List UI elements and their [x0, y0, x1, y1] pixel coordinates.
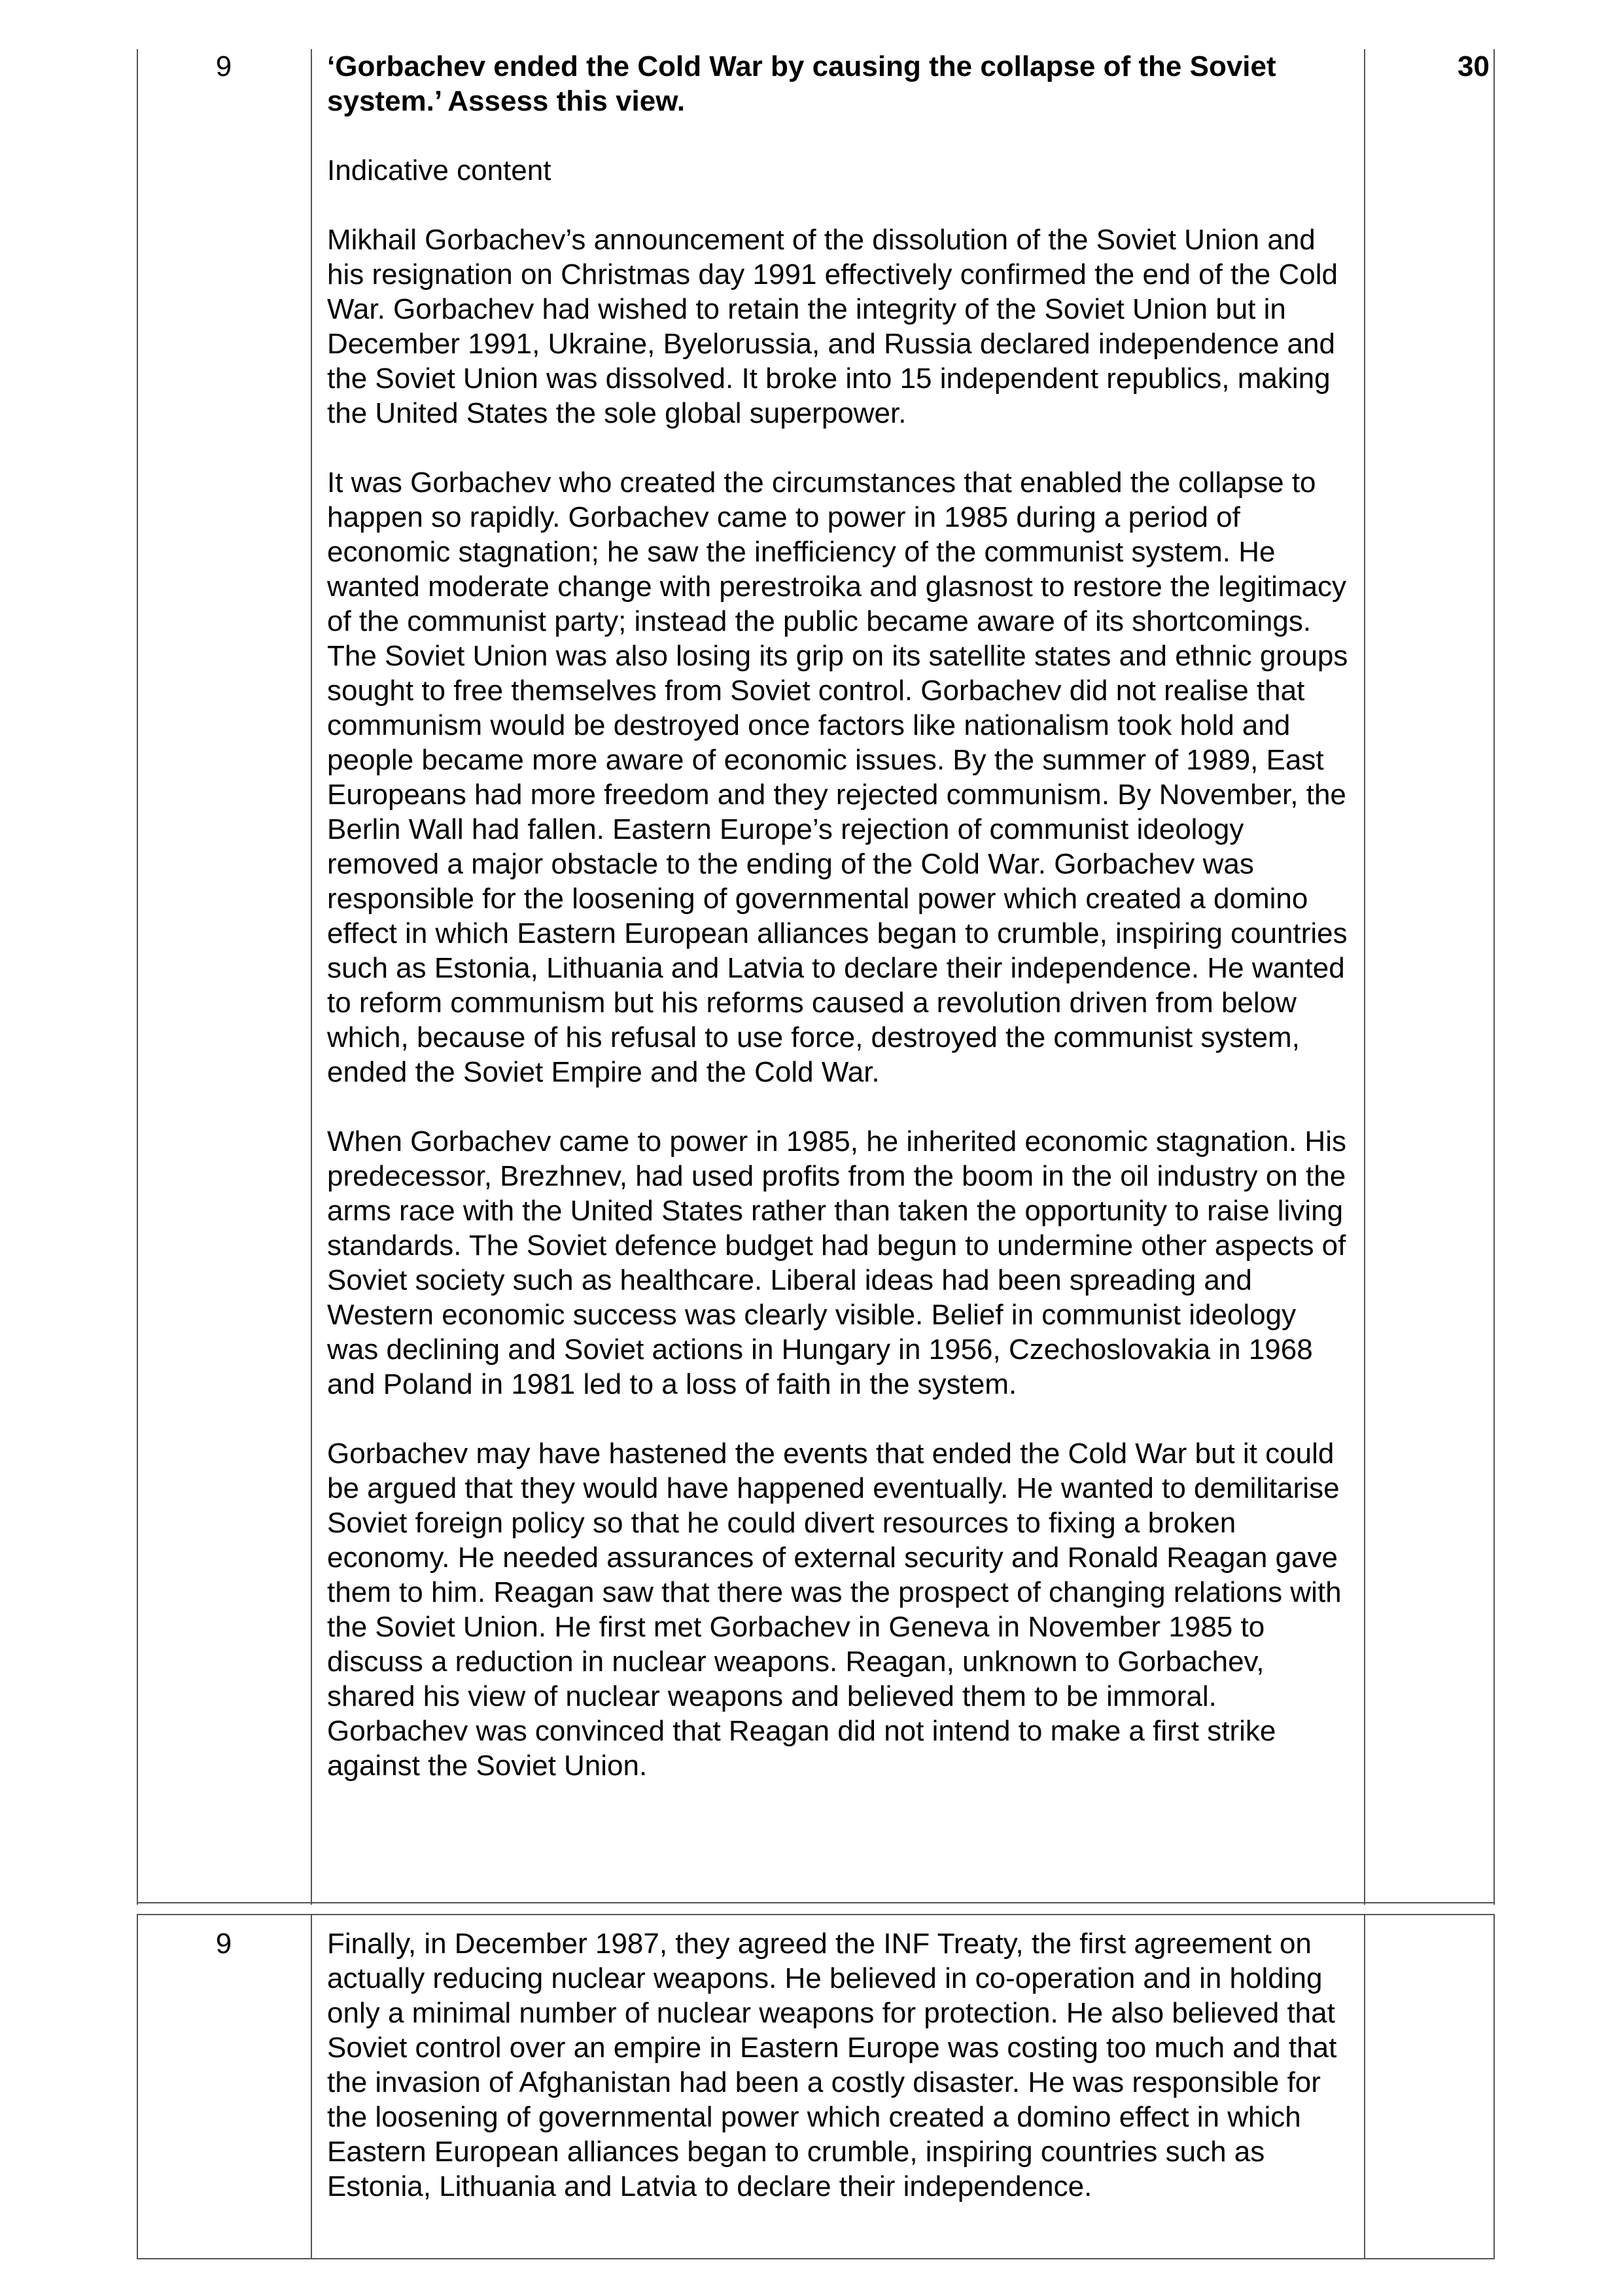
question-number: 9 — [215, 50, 232, 82]
content-paragraph: It was Gorbachev who created the circumstances that enabled the collapse to happen so rapidly. Gorbachev came to power in 1985 during a period of economic stagnation; he saw the inefficiency of the communist system. He wanted moderate change with perestroika and glasnost to restore the legitimacy of the communist party; instead the public became aware of its shortcomings. The Soviet Union was also losing its grip on its satellite states and ethnic groups sought to free themselves from Soviet control. Gorbachev did not realise that communism would be destroyed once factors like nationalism took hold and people became more aware of economic issues. By the summer of 1989, East Europeans had more freedom and they rejected communism. By November, the Berlin Wall had fallen. Eastern Europe’s rejection of communist ideology removed a major obstacle to the ending of the Cold War. Gorbachev was responsible for the loosening of governmental power which created a domino effect in which Eastern European alliances began to crumble, inspiring countries such as Estonia, Lithuania and Latvia to declare their independence. He wanted to reform communism but his reforms caused a revolution driven from below which, because of his refusal to use force, destroyed the communist system, ended the Soviet Empire and the Cold War. — [327, 467, 1348, 1088]
row-separator-bottom — [137, 1914, 1495, 1915]
guidance-cell — [327, 49, 1354, 1783]
column-divider-number-row2 — [311, 1914, 312, 2259]
column-divider-number — [311, 49, 312, 1905]
content-paragraph: Finally, in December 1987, they agreed the INF Treaty, the first agreement on actually reducing nuclear weapons. He believed in co-operation and in holding only a minimal number of nuclear weapons for protection. He also believed that Soviet control over an empire in Eastern Europe was costing too much and that the invasion of Afghanistan had been a costly disaster. He was responsible for the loosening of governmental power which created a domino effect in which Eastern European alliances began to crumble, inspiring countries such as Estonia, Lithuania and Latvia to declare their independence. — [327, 1928, 1337, 2202]
table-border-right-row2 — [1493, 1914, 1495, 2259]
indicative-content-heading: Indicative content — [327, 154, 551, 186]
content-paragraph: Mikhail Gorbachev’s announcement of the dissolution of the Soviet Union and his resignation on Christmas day 1991 effectively confirmed the end of the Cold War. Gorbachev had wished to retain the integrity of the Soviet Union but in December 1991, Ukraine, Byelorussia, and Russia declared independence and the Soviet Union was dissolved. It broke into 15 independent republics, making the United States the sole global superpower. — [327, 224, 1338, 429]
guidance-cell-continued — [327, 1926, 1354, 2204]
marks-value: 30 — [1457, 50, 1490, 82]
question-prompt: ‘Gorbachev ended the Cold War by causing the collapse of the Soviet system.’ Assess this view. — [327, 50, 1276, 117]
column-divider-marks — [1364, 49, 1365, 1905]
table-border-left-row2 — [137, 1914, 138, 2259]
question-number-continued: 9 — [215, 1928, 232, 1960]
table-border-left — [137, 49, 138, 1905]
table-border-right — [1493, 49, 1495, 1905]
content-paragraph: When Gorbachev came to power in 1985, he inherited economic stagnation. His predecessor, Brezhnev, had used profits from the boom in the oil industry on the arms race with the United States rather than taken the opportunity to raise living standards. The Soviet defence budget had begun to undermine other aspects of Soviet society such as healthcare. Liberal ideas had been spreading and Western economic success was clearly visible. Belief in communist ideology was declining and Soviet actions in Hungary in 1956, Czechoslovakia in 1968 and Poland in 1981 led to a loss of faith in the system. — [327, 1125, 1346, 1400]
content-paragraph: Gorbachev may have hastened the events that ended the Cold War but it could be argued that they would have happened eventually. He wanted to demilitarise Soviet foreign policy so that he could divert resources to fixing a broken economy. He needed assurances of external security and Ronald Reagan gave them to him. Reagan saw that there was the prospect of changing relations with the Soviet Union. He first met Gorbachev in Geneva in November 1985 to discuss a reduction in nuclear weapons. Reagan, unknown to Gorbachev, shared his view of nuclear weapons and believed them to be immoral. Gorbachev was convinced that Reagan did not intend to make a first strike against the Soviet Union. — [327, 1438, 1342, 1782]
table-border-bottom — [137, 2258, 1495, 2259]
row-separator-top — [137, 1902, 1495, 1903]
column-divider-marks-row2 — [1364, 1914, 1365, 2259]
